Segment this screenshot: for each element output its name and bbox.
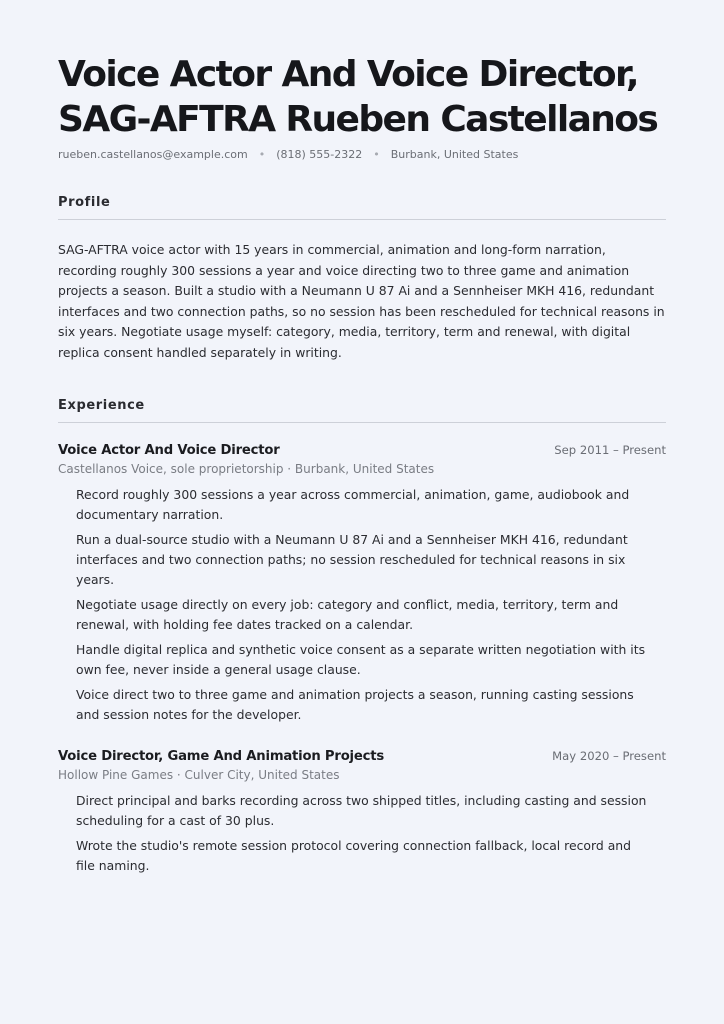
contact-location: Burbank, United States	[390, 148, 519, 161]
job-bullet: Run a dual-source studio with a Neumann U 87 Ai and a Sennheiser MKH 416, redundant interfaces and two connection paths; no session rescheduled for technical reasons in six years.	[76, 531, 628, 587]
job-header	[58, 443, 666, 458]
job-bullet: Record roughly 300 sessions a year across commercial, animation, game, audiobook and documentary narration.	[76, 486, 630, 522]
profile-section	[58, 195, 666, 364]
job-bullet: Wrote the studio's remote session protocol covering connection fallback, local record and file naming.	[76, 837, 631, 873]
job-title: Voice Actor And Voice Director	[58, 442, 280, 458]
job-organization: Hollow Pine Games · Culver City, United States	[58, 767, 340, 782]
job-organization: Castellanos Voice, sole proprietorship · Burbank, United States	[58, 461, 435, 476]
job-header	[58, 749, 666, 764]
job-bullet: Handle digital replica and synthetic voice consent as a separate written negotiation with its own fee, never inside a general usage clause.	[76, 641, 646, 677]
experience-section	[58, 398, 666, 876]
profile-heading: Profile	[58, 195, 666, 220]
contact-email: rueben.castellanos@example.com	[58, 148, 248, 161]
contact-separator: •	[258, 148, 266, 161]
job-bullets	[58, 485, 666, 725]
job-entry	[58, 749, 666, 876]
job-bullet: Direct principal and barks recording across two shipped titles, including casting and session scheduling for a cast of 30 plus.	[76, 792, 647, 828]
job-bullet: Negotiate usage directly on every job: category and conflict, media, territory, term and renewal, with holding fee dates tracked on a calendar.	[76, 596, 619, 632]
profile-summary: SAG-AFTRA voice actor with 15 years in commercial, animation and long-form narration, recording roughly 300 sessions a year and voice directing two to three game and animation projects a season. Built a studio with a Neumann U 87 Ai and a Sennheiser MKH 416, redundant interfaces and two connection paths, so no session has been rescheduled for technical reasons in six years. Negotiate usage myself: category, media, territory, term and renewal, with digital replica consent handled separately in writing.	[58, 242, 665, 360]
candidate-name: Voice Actor And Voice Director, SAG-AFTRA Rueben Castellanos	[58, 54, 658, 140]
job-bullet: Voice direct two to three game and animation projects a season, running casting sessions and session notes for the developer.	[76, 686, 634, 722]
contact-line	[58, 148, 666, 161]
contact-phone: (818) 555-2322	[276, 148, 363, 161]
job-dates: May 2020 – Present	[552, 748, 666, 763]
job-title: Voice Director, Game And Animation Projects	[58, 748, 384, 764]
experience-heading: Experience	[58, 398, 666, 423]
job-dates: Sep 2011 – Present	[554, 442, 666, 457]
contact-separator: •	[373, 148, 380, 161]
job-entry	[58, 443, 666, 725]
job-bullets	[58, 791, 666, 876]
